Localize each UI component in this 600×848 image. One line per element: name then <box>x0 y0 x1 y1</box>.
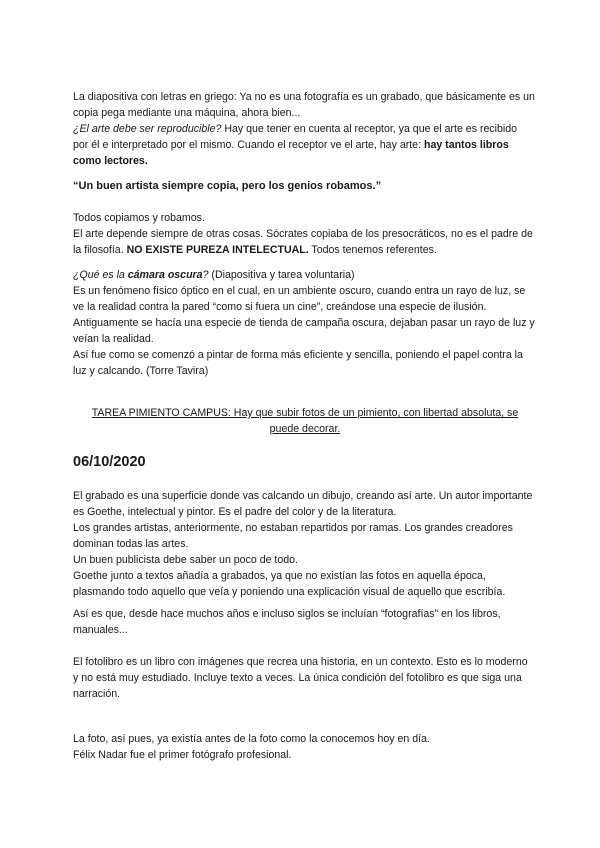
bold-libros-lectores: hay tantos libros como lectores. <box>73 139 509 167</box>
paragraph-foto-nadar: La foto, así pues, ya existía antes de la foto como la conocemos hoy en día. Félix Nadar fue el primer fotógrafo profesional. <box>73 733 430 761</box>
paragraph-diapositiva: La diapositiva con letras en griego: Ya no es una fotografía es un grabado, que básicamente es un copia pega mediante una máquina, ahora bien... <box>73 91 535 119</box>
bold-camara-oscura: cámara oscura <box>127 269 203 281</box>
paragraph-fotografias-libros: Así es que, desde hace muchos años e incluso siglos se incluían “fotografías” en los libros, manuales... <box>73 608 501 636</box>
paragraph-arte-reproducible: ¿El arte debe ser reproducible? Hay que tener en cuenta al receptor, ya que el arte es recibido por él e interpretado por el mismo. Cuando el receptor ve el arte, hay arte: hay tantos libros como lectores. <box>73 123 518 167</box>
quote-artista-copia: “Un buen artista siempre copia, pero los genios robamos.” <box>73 180 382 192</box>
paragraph-camara-oscura: ¿Qué es la cámara oscura? (Diapositiva y tarea voluntaria) Es un fenómeno físico óptico en el cual, en un ambiente oscuro, cuando entra un rayo de luz, se ve la realidad contra la pared “como si fuera un cine”, creándose una especie de ilusión. Antiguamente se hacía una especie de tienda de campaña oscura, dejaban pasar un rayo de luz y veían la realidad. Así fue como se comenzó a pintar de forma más eficiente y sencilla, poniendo el papel contra la luz y calcando. (Torre Tavira) <box>73 269 535 377</box>
paragraph-fotolibro: El fotolibro es un libro con imágenes que recrea una historia, en un contexto. Esto es lo moderno y no está muy estudiado. Incluye texto a veces. La única condición del fotolibro es que siga una narración. <box>73 656 528 700</box>
task-pimiento-campus: TAREA PIMIENTO CAMPUS: Hay que subir fotos de un pimiento, con libertad absoluta, se puede decorar. <box>91 407 519 435</box>
bold-pureza-intelectual: NO EXISTE PUREZA INTELECTUAL. <box>126 244 309 256</box>
paragraph-grabado: El grabado es una superficie donde vas calcando un dibujo, creando así arte. Un autor importante es Goethe, intelectual y pintor. Es el padre del color y de la literatura. Los grandes artistas, anteriormente, no estaban repartidos por ramas. Los grandes creadores dominan todas las artes. Un buen publicista debe saber un poco de todo. Goethe junto a textos añadía a grabados, ya que no existían las fotos en aquella época, plasmando todo aquello que veía y poniendo una explicación visual de aquello que escribía. <box>73 490 533 598</box>
question-arte-reproducible: ¿El arte debe ser reproducible? <box>73 123 222 135</box>
paragraph-copiamos: Todos copiamos y robamos. El arte depende siempre de otras cosas. Sócrates copiaba de los presocráticos, no es el padre de la filosofía. NO EXISTE PUREZA INTELECTUAL. Todos tenemos referentes. <box>73 212 533 256</box>
section-date: 06/10/2020 <box>73 454 146 470</box>
